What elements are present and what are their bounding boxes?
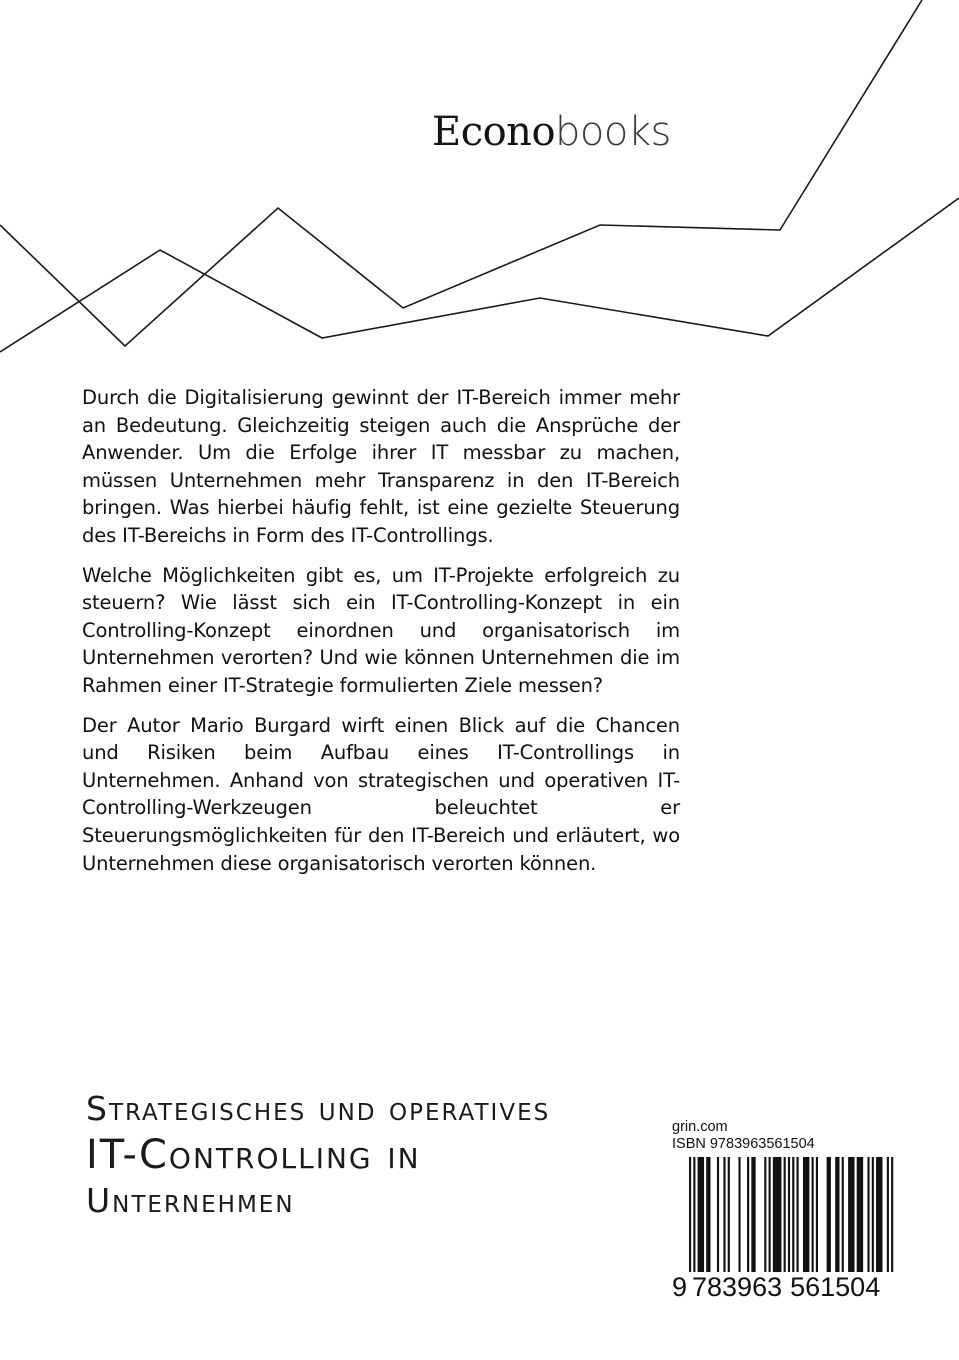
barcode-bar — [812, 1157, 814, 1272]
logo-books: books — [555, 109, 671, 155]
barcode-bar — [835, 1157, 839, 1272]
barcode-bar — [857, 1157, 863, 1272]
barcode-bar — [803, 1157, 809, 1272]
blurb-paragraph: Der Autor Mario Burgard wirft einen Blick auf die Chancen und Risiken beim Aufbau eines IT-Controllings in Unternehmen. Anhand von strategischen und operativen IT-Controlling-Werkzeugen beleuchtet er Steuerungsmöglichkeiten für den IT-Bereich und erläutert, wo Unternehmen diese organisatorisch verorten können. — [82, 713, 680, 875]
barcode-bar — [769, 1157, 771, 1272]
barcode-info — [672, 1119, 815, 1153]
barcode-bar — [876, 1157, 882, 1272]
barcode-bar — [764, 1157, 766, 1272]
title-line-2: IT-Controlling in — [86, 1132, 421, 1178]
barcode-bar — [773, 1157, 782, 1272]
title-line-1: Strategisches und operatives — [86, 1089, 551, 1128]
barcode-bar — [723, 1157, 725, 1272]
barcode-bar — [867, 1157, 869, 1272]
barcode-bar — [751, 1157, 755, 1272]
barcode-bar — [717, 1157, 719, 1272]
barcode-bar — [816, 1157, 818, 1272]
barcode-left-digits: 783963 — [692, 1272, 783, 1302]
publisher-logo — [432, 108, 671, 156]
barcode-bar — [706, 1157, 710, 1272]
zigzag-line-1 — [0, 0, 922, 346]
back-cover-blurb — [82, 384, 680, 889]
barcode-bar — [848, 1157, 854, 1272]
barcode-bar — [698, 1157, 704, 1272]
barcode-bar — [842, 1157, 844, 1272]
barcode-bar — [747, 1157, 749, 1272]
barcode-bar — [784, 1157, 786, 1272]
barcode-bar — [872, 1157, 874, 1272]
barcode-bar — [738, 1157, 740, 1272]
logo-econo: Econo — [432, 109, 556, 155]
barcode-first-digit: 9 — [672, 1272, 688, 1302]
book-title — [86, 1086, 550, 1224]
barcode-right-digits: 561504 — [790, 1272, 881, 1302]
barcode-digits — [672, 1272, 894, 1302]
blurb-paragraph: Durch die Digitalisierung gewinnt der IT-Bereich immer mehr an Bedeutung. Gleichzeitig steigen auch die Ansprüche der Anwender. Um die Erfolge ihrer IT messbar zu machen, müssen Unternehmen mehr Transparenz in den IT-Bereich bringen. Was hierbei häufig fehlt, ist eine gezielte Steuerung des IT-Bereichs in Form des IT-Controllings. — [82, 386, 680, 547]
blurb-paragraph: Welche Möglichkeiten gibt es, um IT-Projekte erfolgreich zu steuern? Wie lässt sich ein IT-Controlling-Konzept in ein Controlling-Konzept einordnen und organisatorisch im Unternehmen verorten? Und wie können Unternehmen die im Rahmen einer IT-Strategie formulierten Ziele messen? — [82, 563, 680, 697]
decorative-line-graphic — [0, 0, 959, 360]
barcode-bar — [797, 1157, 799, 1272]
title-line-3: Unternehmen — [86, 1181, 295, 1220]
barcode-bar — [728, 1157, 730, 1272]
publisher-website: grin.com — [672, 1119, 728, 1135]
barcode-bar — [827, 1157, 831, 1272]
isbn-label: ISBN 9783963561504 — [672, 1136, 815, 1152]
